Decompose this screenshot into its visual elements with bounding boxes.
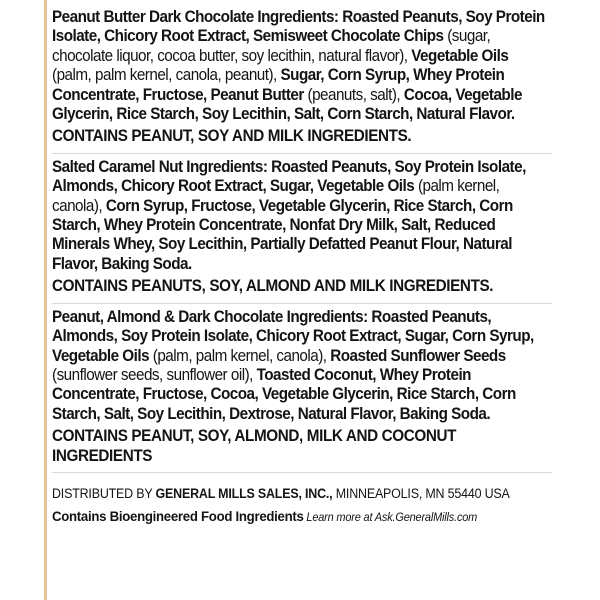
distributor-line <box>52 485 559 502</box>
ingredient-run: (palm, palm kernel, canola, peanut), <box>52 66 281 85</box>
allergen-statement: CONTAINS PEANUT, SOY, ALMOND, MILK AND COCONUT INGREDIENTS <box>52 427 457 465</box>
ingredients-paragraph <box>52 8 550 124</box>
ingredient-run: Corn Syrup, Fructose, Vegetable Glycerin, Rice Starch, Corn Starch, Whey Protein Concentrate, Nonfat Dry Milk, Salt, Reduced Minerals Whey, Soy Lecithin, Partially Defatted Peanut Flour, Natural Flavor, Baking Soda. <box>52 196 513 273</box>
ingredient-run: (palm kernel, canola), <box>52 177 500 215</box>
divider <box>52 153 552 154</box>
ingredient-run: (sugar, chocolate liquor, cocoa butter, soy lecithin, natural flavor), <box>52 27 491 65</box>
learn-more-link: Learn more at Ask.GeneralMills.com <box>303 509 478 524</box>
ingredient-run: Toasted Coconut, Whey Protein Concentrate, Fructose, Cocoa, Vegetable Glycerin, Rice Starch, Corn Starch, Salt, Soy Lecithin, Dextrose, Natural Flavor, Baking Soda. <box>52 365 516 423</box>
ingredient-run: Salted Caramel Nut Ingredients: Roasted Peanuts, Soy Protein Isolate, Almonds, Chicory Root Extract, Sugar, Vegetable Oils <box>52 157 526 196</box>
distributor-address: MINNEAPOLIS, MN 55440 USA <box>332 485 510 501</box>
ingredients-panel <box>52 8 552 526</box>
ingredient-run: Sugar, Corn Syrup, Whey Protein Concentrate, Fructose, Peanut Butter <box>52 66 505 104</box>
ingredients-paragraph <box>52 308 550 424</box>
divider <box>52 472 552 473</box>
section-peanut-butter-dark-chocolate <box>52 8 552 147</box>
bioengineered-disclosure <box>52 509 559 526</box>
divider <box>52 303 552 304</box>
ingredient-run: Peanut Butter Dark Chocolate Ingredients: Roasted Peanuts, Soy Protein Isolate, Chicory Root Extract, Semisweet Chocolate Chips <box>52 8 545 46</box>
distributor-prefix: DISTRIBUTED BY <box>52 485 156 501</box>
section-peanut-almond-dark-chocolate <box>52 308 552 466</box>
section-salted-caramel-nut <box>52 158 552 297</box>
allergen-statement: CONTAINS PEANUTS, SOY, ALMOND AND MILK INGREDIENTS. <box>52 277 494 296</box>
ingredient-run: Vegetable Oils <box>411 46 509 65</box>
label-edge-strip <box>44 0 47 600</box>
ingredient-run: (peanuts, salt), <box>307 85 404 104</box>
allergen-statement: CONTAINS PEANUT, SOY AND MILK INGREDIENTS. <box>52 127 412 146</box>
ingredients-paragraph <box>52 158 550 274</box>
distributor-company: GENERAL MILLS SALES, INC., <box>155 485 333 501</box>
ingredient-run: (sunflower seeds, sunflower oil), <box>52 365 257 384</box>
bioengineered-text: Contains Bioengineered Food Ingredients <box>52 508 304 525</box>
ingredient-run: Roasted Sunflower Seeds <box>330 346 506 365</box>
ingredient-run: Cocoa, Vegetable Glycerin, Rice Starch, Soy Lecithin, Salt, Corn Starch, Natural Flavor. <box>52 85 522 124</box>
ingredient-run: (palm, palm kernel, canola), <box>152 346 331 365</box>
ingredient-run: Peanut, Almond & Dark Chocolate Ingredients: Roasted Peanuts, Almonds, Soy Protein Isolate, Chicory Root Extract, Sugar, Corn Syrup, Vegetable Oils <box>52 307 534 365</box>
